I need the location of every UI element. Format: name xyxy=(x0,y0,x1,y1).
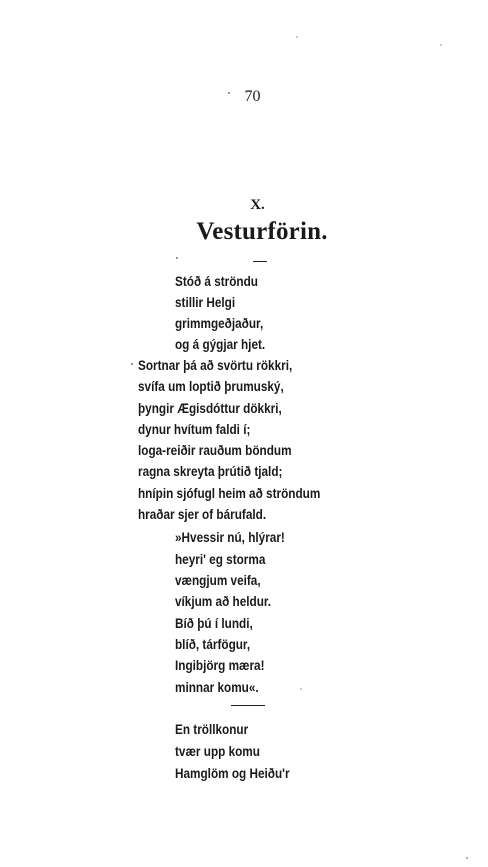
print-speck xyxy=(131,363,133,365)
verse-line: Hamglöm og Heiðu'r xyxy=(175,765,290,781)
verse-line: víkjum að heldur. xyxy=(175,593,272,609)
verse-line: hraðar sjer of bárufald. xyxy=(138,506,267,522)
print-speck xyxy=(228,92,230,94)
title-divider xyxy=(253,261,267,262)
section-divider xyxy=(231,705,265,706)
print-speck xyxy=(176,257,178,259)
verse-line: Bíð þú í lundi, xyxy=(175,615,253,631)
verse-line: heyri' eg storma xyxy=(175,551,266,567)
verse-line: loga-reiðir rauðum böndum xyxy=(138,442,292,458)
verse-line: tvær upp komu xyxy=(175,743,260,759)
verse-line: »Hvessir nú, hlýrar! xyxy=(175,529,285,545)
chapter-number: X. xyxy=(250,197,265,213)
verse-line: vængjum veifa, xyxy=(175,572,261,588)
verse-line: Stóð á ströndu xyxy=(175,273,258,289)
verse-line: og á gýgjar hjet. xyxy=(175,336,266,352)
verse-line: stillir Helgi xyxy=(175,294,236,310)
verse-line: grimmgeðjaður, xyxy=(175,315,264,331)
print-speck xyxy=(296,36,298,38)
verse-line: ragna skreyta þrútið tjald; xyxy=(138,463,283,479)
chapter-title: Vesturförin. xyxy=(196,218,328,245)
print-speck xyxy=(466,857,468,859)
verse-line: minnar komu«. xyxy=(175,679,259,695)
verse-line: hnípin sjófugl heim að ströndum xyxy=(138,485,321,501)
page-number: 70 xyxy=(244,88,261,105)
print-speck xyxy=(440,44,442,46)
print-speck xyxy=(300,688,302,690)
verse-line: En tröllkonur xyxy=(175,721,249,737)
verse-line: þyngir Ægisdóttur dökkri, xyxy=(138,400,282,416)
verse-line: blíð, tárfögur, xyxy=(175,636,251,652)
verse-line: Ingibjörg mæra! xyxy=(175,657,265,673)
verse-line: dynur hvítum faldi í; xyxy=(138,421,251,437)
verse-line: Sortnar þá að svörtu rökkri, xyxy=(138,357,293,373)
verse-line: svífa um loptið þrumuský, xyxy=(138,378,284,394)
